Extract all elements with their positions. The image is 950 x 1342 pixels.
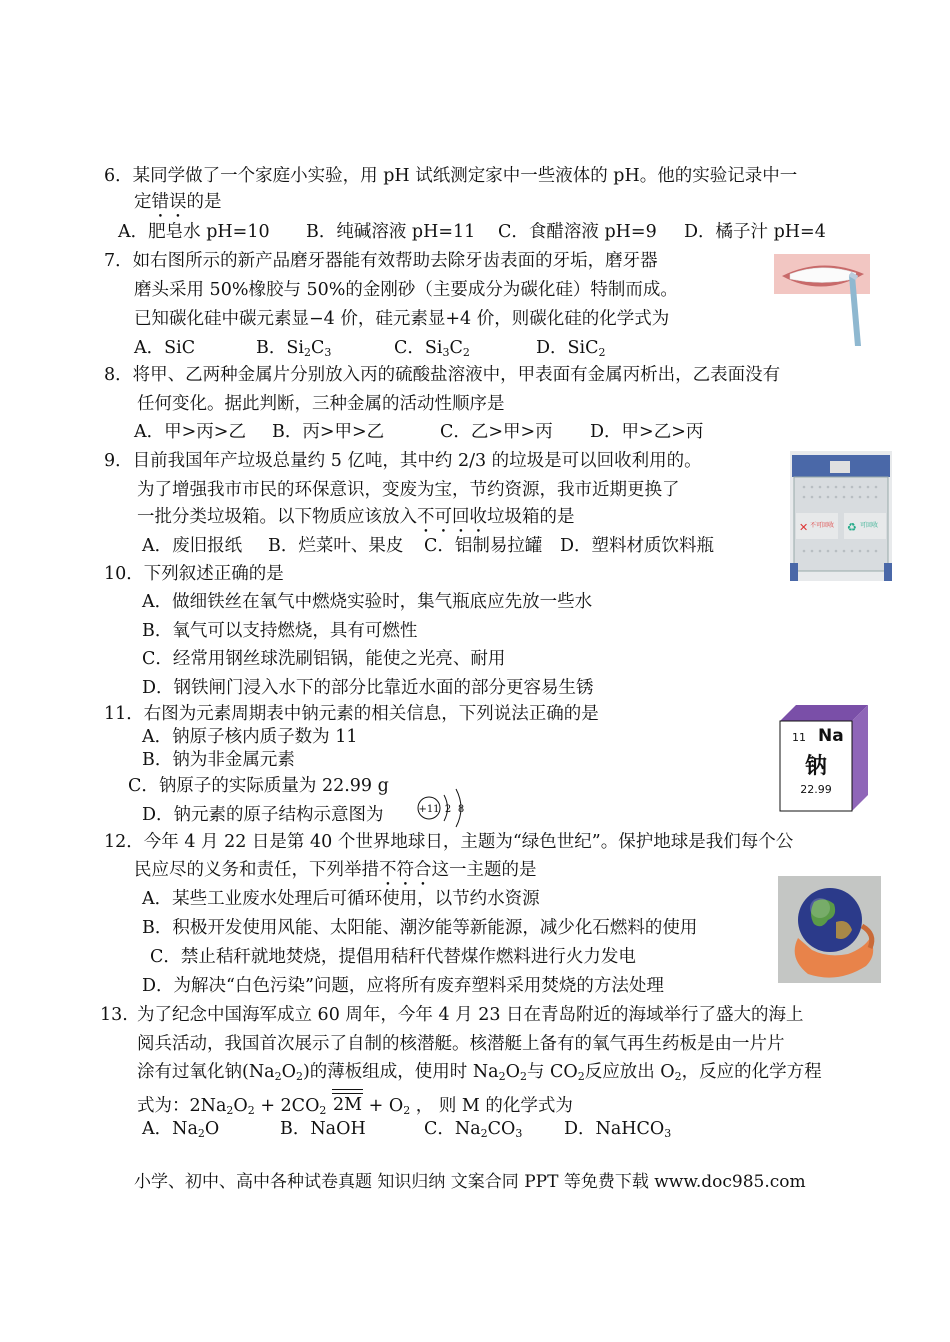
q11-line1: 11．右图为元素周期表中钠元素的相关信息，下列说法正确的是 [104, 704, 599, 724]
q8-options [134, 421, 703, 443]
q8-option-c: C．乙>甲>丙 [440, 422, 553, 442]
q8-line2: 任何变化。据此判断，三种金属的活动性顺序是 [137, 394, 505, 414]
bin-label-recyclable: 可回收 [860, 522, 879, 529]
q11-option-b: B．钠为非金属元素 [142, 750, 295, 770]
svg-text:♻: ♻ [847, 521, 857, 534]
q9-line1: 9．目前我国年产垃圾总量约 5 亿吨，其中约 2/3 的垃圾是可以回收利用的。 [104, 451, 702, 471]
recycling-bin-image [790, 451, 892, 581]
q9-option-b: B．烂菜叶、果皮 [268, 536, 404, 556]
element-number: 11 [792, 731, 806, 744]
q10-line1: 10．下列叙述正确的是 [104, 564, 284, 584]
element-symbol: Na [818, 726, 844, 746]
q12-line2: 民应尽的义务和责任，下列举措不符合这一主题的是 [134, 860, 537, 880]
q13-option-c: C．$Na_2CO_3$ [424, 1119, 523, 1140]
q13-line2: 阅兵活动，我国首次展示了自制的核潜艇。核潜艇上备有的氧气再生药板是由一片片 [137, 1034, 785, 1054]
q10-option-a: A．做细铁丝在氧气中燃烧实验时，集气瓶底应先放一些水 [142, 592, 593, 612]
element-mass: 22.99 [800, 783, 832, 796]
q13-number: 13. [100, 1005, 128, 1025]
q9-option-d: D．塑料材质饮料瓶 [560, 536, 715, 556]
q9-line3: 一批分类垃圾箱。以下物质应该放入不可回收垃圾箱的是 [137, 507, 575, 527]
q9-option-a: A．废旧报纸 [142, 536, 243, 556]
atom-shell-2-count: 8 [457, 804, 465, 815]
q13-line1: 为了纪念中国海军成立 60 周年，今年 4 月 23 日在青岛附近的海域举行了盛大的海上 [137, 1005, 804, 1025]
q12-line1: 12．今年 4 月 22 日是第 40 个世界地球日，主题为“绿色世纪”。保护地球是我们每个公 [104, 832, 794, 852]
q6-options [118, 221, 826, 243]
q8-option-d: D．甲>乙>丙 [590, 422, 704, 442]
q8-option-b: B．丙>甲>乙 [272, 422, 385, 442]
q10-option-c: C．经常用钢丝球洗刷铝锅，能使之光亮、耐用 [142, 649, 506, 669]
q13-option-d: D．NaHCO$_3$ [564, 1119, 672, 1140]
atom-nucleus-charge: +11 [418, 804, 440, 815]
sodium-atom-diagram [416, 786, 472, 830]
q9-line2: 为了增强我市市民的环保意识，变废为宝，节约资源，我市近期更换了 [137, 480, 680, 500]
element-name: 钠 [804, 754, 828, 779]
q9-options [142, 535, 714, 557]
q13-option-a: A．$Na_2O$ [142, 1119, 220, 1140]
q12-option-c: C．禁止秸秆就地焚烧，提倡用秸秆代替煤作燃料进行火力发电 [150, 947, 636, 967]
q11-option-a: A．钠原子核内质子数为 11 [142, 727, 358, 747]
q13-option-b: B．NaOH [280, 1119, 366, 1139]
sodium-element-card [778, 703, 870, 813]
page-footer: 小学、初中、高中各种试卷真题 知识归纳 文案合同 PPT 等免费下载 www.doc985.com [134, 1172, 806, 1192]
teeth-grinder-image [774, 254, 870, 346]
q12-emphasis: 不符合 [379, 860, 432, 880]
q7-line3: 已知碳化硅中碳元素显−4 价，硅元素显+4 价，则碳化硅的化学式为 [134, 309, 670, 329]
q7-option-a: A．SiC [134, 338, 196, 358]
q10-option-b: B．氧气可以支持燃烧，具有可燃性 [142, 621, 418, 641]
q12-option-b: B．积极开发使用风能、太阳能、潮汐能等新能源，减少化石燃料的使用 [142, 918, 698, 938]
q6-emphasis: 错误 [151, 192, 187, 212]
q7-option-b: B．$Si_2C_3$ [256, 338, 332, 359]
q10-option-d: D．钢铁闸门浸入水下的部分比靠近水面的部分更容易生锈 [142, 678, 594, 698]
q11-option-c: C．钠原子的实际质量为 22.99 g [128, 776, 389, 796]
q11-option-d: D．钠元素的原子结构示意图为 [142, 805, 384, 825]
q6-line1: 6．某同学做了一个家庭小实验，用 pH 试纸测定家中一些液体的 pH。他的实验记录中一 [104, 166, 798, 186]
bin-label-nonrecyclable: 不可回收 [810, 522, 835, 529]
q12-option-d: D．为解决“白色污染”问题，应将所有废弃塑料采用焚烧的方法处理 [142, 976, 664, 996]
q7-line2: 磨头采用 50%橡胶与 50%的金刚砂（主要成分为碳化硅）特制而成。 [134, 280, 678, 300]
q7-option-d: D．SiC$_2$ [536, 338, 606, 359]
q6-option-c: C．食醋溶液 pH=9 [498, 222, 657, 242]
q12-option-a: A．某些工业废水处理后可循环使用，以节约水资源 [142, 889, 540, 909]
q9-emphasis: 不可回收 [417, 507, 487, 527]
q6-option-d: D．橘子汁 pH=4 [684, 222, 826, 242]
q7-options [134, 337, 606, 359]
q8-line1: 8．将甲、乙两种金属片分别放入丙的硫酸盐溶液中，甲表面有金属丙析出，乙表面没有 [104, 365, 781, 385]
q6-option-a: A．肥皂水 pH=10 [118, 222, 270, 242]
q8-option-a: A．甲>丙>乙 [134, 422, 246, 442]
q13-equation-line: 式为：$2Na_2O_2 + 2CO_2$ $2M + O_2$ ， 则 M 的化学式为 [137, 1090, 573, 1117]
q6-line2: 定错误的是 [134, 192, 222, 212]
atom-shell-1-count: 2 [444, 804, 452, 815]
globe-in-hand-image [778, 876, 881, 983]
q13-line3: 涂有过氧化钠$(Na_2O_2)$的薄板组成，使用时 $Na_2O_2$与 $CO_2$反应放出 $O_2$，反应的化学方程 [137, 1062, 822, 1083]
q7-option-c: C．$Si_3C_2$ [394, 338, 470, 359]
svg-text:✕: ✕ [799, 521, 809, 534]
q13-equation-product: 2M [333, 1095, 363, 1115]
q13-options [142, 1118, 671, 1140]
q7-line1: 7．如右图所示的新产品磨牙器能有效帮助去除牙齿表面的牙垢，磨牙器 [104, 251, 658, 271]
q6-option-b: B．纯碱溶液 pH=11 [306, 222, 476, 242]
q9-option-c: C．铝制易拉罐 [424, 536, 543, 556]
